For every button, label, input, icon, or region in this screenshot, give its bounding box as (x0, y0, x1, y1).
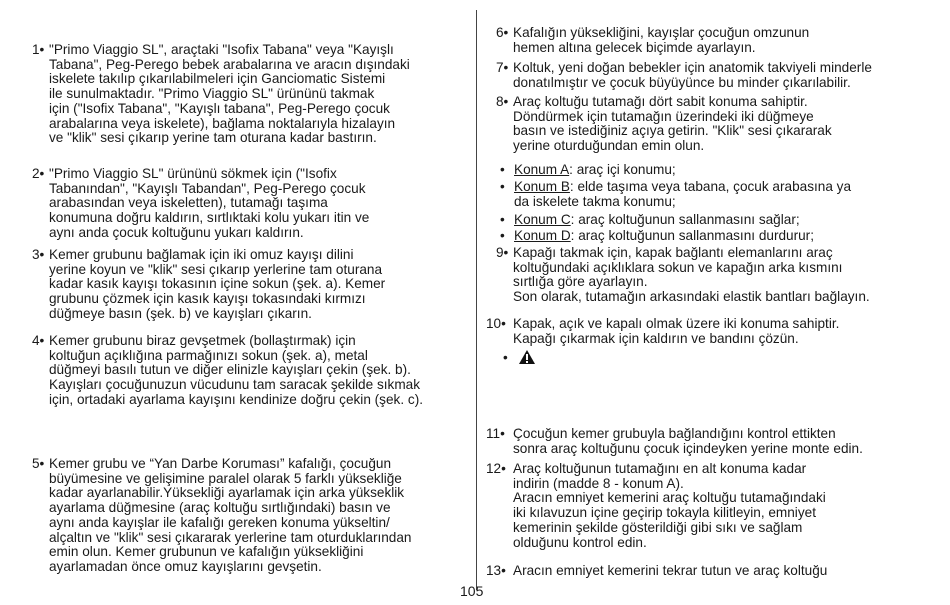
text-line: için ("Isofix Tabana", "Kayışlı tabana", Peg-Perego çocuk (49, 100, 390, 116)
text-line: Kapağı çıkarmak için kaldırın ve bandını çözün. (513, 330, 799, 346)
text-line: iskelete takılıp çıkarılabilmeleri için Ganciomatic Sistemi (49, 71, 386, 87)
text-line: Son olarak, tutamağın arkasındaki elastik bantları bağlayın. (513, 289, 870, 305)
text-line: alçaltın ve "klik" sesi çıkararak yerlerine tam oturduklarından (49, 529, 412, 545)
text-line: ve "klik" sesi çıkarıp yerine tam oturana kadar bastırın. (49, 130, 377, 146)
list-item-6 (496, 26, 809, 55)
position-c (500, 213, 800, 228)
position-text: : araç koltuğunun sallanmasını sağlar; (570, 212, 800, 227)
text-line: indirin (madde 8 - konum A). (513, 475, 684, 491)
column-divider (476, 10, 477, 590)
text-line: Kemer grubunu biraz gevşetmek (bollaştırmak) için (49, 333, 356, 348)
text-line: Aracın emniyet kemerini tekrar tutun ve araç koltuğu (513, 563, 828, 578)
text-line: Kafalığın yüksekliğini, kayışlar çocuğun omzunun (513, 25, 810, 40)
text-line: için, ortadaki ayarlama kayışını kendinize doğru çekin (şek. c). (49, 391, 423, 407)
text-line: olduğunu kontrol edin. (513, 534, 647, 550)
text-line: Kapağı takmak için, kapak bağlantı elemanlarını araç (513, 245, 833, 260)
list-item-8 (496, 95, 832, 154)
position-bullet: • (500, 212, 505, 227)
text-line: "Primo Viaggio SL" ürününü sökmek için ("Isofix (49, 166, 337, 181)
text-line: iki kılavuzun içine geçirip tokayla kilitleyin, emniyet (513, 505, 816, 521)
item-number: 9• (496, 245, 509, 260)
text-line: Aracın emniyet kemerini araç koltuğu tutamağındaki (513, 490, 826, 506)
item-number: 11• (486, 426, 505, 441)
position-label: Konum D (514, 228, 571, 243)
text-line: sırtlığa göre ayarlayın. (513, 274, 648, 290)
text-line: yerine oturduğundan emin olun. (513, 138, 705, 154)
item-number: 6• (496, 25, 509, 40)
item-number: 13• (486, 563, 506, 578)
text-line: yerine koyun ve "klik" sesi çıkarıp yerlerine tam oturana (49, 261, 383, 277)
warning-row (503, 349, 536, 369)
text-line: Kemer grubu ve “Yan Darbe Koruması” kafalığı, çocuğun (49, 456, 392, 471)
text-line: basın ve istediğiniz açıya getirin. "Klik" sesi çıkararak (513, 123, 832, 139)
text-line: "Primo Viaggio SL", araçtaki "Isofix Tabana" veya "Kayışlı (49, 42, 394, 57)
page-number: 105 (460, 583, 484, 599)
text-line: düğmeyi basılı tutun ve diğer elinizle kayışları çekin (şek. b). (49, 362, 411, 378)
text-line: emin olun. Kemer grubunun ve kafalığın yüksekliğini (49, 544, 364, 560)
text-line: donatılmıştır ve çocuk büyüyünce bu minder çıkarılabilir. (513, 74, 851, 90)
text-line: Kayışları çocuğunuzun vücudunu tam saracak şekilde sıkmak (49, 377, 420, 393)
text-line: Tabana", Peg-Perego bebek arabalarına ve aracın dışındaki (49, 56, 410, 72)
text-line: grubunu çözmek için kasık kayışı tokasındaki kırmızı (49, 291, 366, 307)
text-line: kadar ayarlanabilir.Yüksekliği ayarlamak için arka yükseklik (49, 485, 405, 501)
text-line: ayarlamadan önce omuz kayışlarını gevşetin. (49, 558, 322, 574)
text-line: büyümesine ve gelişimine paralel olarak 5 farklı yüksekliğe (49, 470, 402, 486)
text-line: koltuğundaki açıklıklara sokun ve kapağın arka kısmını (513, 259, 843, 275)
text-line: arabasından veya iskeletten), tutamağı taşıma (49, 195, 328, 211)
text-line: ile sunulmaktadır. "Primo Viaggio SL" ürününü takmak (49, 86, 375, 102)
text-line: konumuna doğru kaldırın, sırtlıktaki kolu yukarı itin ve (49, 210, 370, 226)
position-label: Konum B (514, 179, 570, 194)
text-line: kadar kasık kayışı tokasının içine sokun (şek. a). Kemer (49, 276, 386, 292)
list-item-10 (486, 317, 839, 346)
item-number: 3• (32, 247, 45, 262)
position-bullet: • (500, 162, 505, 177)
list-item-7 (496, 61, 872, 90)
position-a (500, 163, 676, 178)
text-line: Araç koltuğunun tutamağını en alt konuma kadar (513, 461, 807, 476)
list-item-12 (486, 462, 826, 550)
position-text: : elde taşıma veya tabana, çocuk arabasına ya (569, 179, 852, 194)
item-number: 4• (32, 333, 45, 348)
item-number: 1• (32, 42, 45, 57)
text-line: kemerinin şekilde gösterildiği gibi sıkı ve sağlam (513, 519, 803, 535)
list-item-5 (32, 457, 412, 575)
text-line: sonra araç koltuğunu çocuk içindeyken yerine monte edin. (513, 440, 863, 456)
item-number: 8• (496, 94, 509, 109)
text-line: Döndürmek için tutamağın üzerindeki iki düğmeye (513, 108, 814, 124)
position-text: : araç içi konumu; (569, 162, 676, 177)
text-line: Kemer grubunu bağlamak için iki omuz kayışı dilini (49, 247, 354, 262)
text-line: koltuğun açıklığına parmağınızı sokun (şek. a), metal (49, 347, 368, 363)
list-item-3 (32, 248, 385, 322)
position-bullet: • (500, 228, 505, 243)
item-number: 5• (32, 456, 45, 471)
list-item-4 (32, 334, 423, 408)
list-item-2 (32, 167, 369, 241)
text-line: arabalarına veya iskelete), bağlama noktalarıyla hizalayın (49, 115, 396, 131)
list-item-9 (496, 246, 870, 305)
text-line: Kapak, açık ve kapalı olmak üzere iki konuma sahiptir. (513, 316, 840, 331)
text-line: aynı anda çocuk koltuğunu yukarı kaldırın. (49, 224, 304, 240)
list-item-1 (32, 43, 410, 146)
text-line: aynı anda kayışlar ile kafalığı gereken konuma yükseltin/ (49, 514, 390, 530)
warning-triangle-icon (518, 349, 536, 369)
text-line: düğmeye basın (şek. b) ve kayışları çıkarın. (49, 305, 312, 321)
text-line: Tabanından", "Kayışlı Tabandan", Peg-Perego çocuk (49, 180, 366, 196)
text-line: Araç koltuğu tutamağı dört sabit konuma sahiptir. (513, 94, 808, 109)
item-number: 12• (486, 461, 506, 476)
position-label: Konum A (514, 162, 570, 177)
position-text: : araç koltuğunun sallanmasını durdurur; (570, 228, 814, 243)
item-number: 10• (486, 316, 506, 331)
position-b (500, 180, 851, 209)
position-d (500, 229, 814, 244)
position-bullet: • (500, 179, 505, 194)
item-number: 2• (32, 166, 45, 181)
text-line: ayarlama düğmesine (araç koltuğu sırtlığındaki) basın ve (49, 500, 391, 516)
text-line: Koltuk, yeni doğan bebekler için anatomik takviyeli minderle (513, 60, 872, 75)
list-item-13 (486, 564, 827, 579)
text-line: Çocuğun kemer grubuyla bağlandığını kontrol ettikten (513, 426, 836, 441)
list-item-11 (486, 427, 863, 456)
text-line: hemen altına gelecek biçimde ayarlayın. (513, 39, 756, 55)
position-label: Konum C (514, 212, 571, 227)
item-number: 7• (496, 60, 509, 75)
position-text-continued: da iskelete takma konumu; (514, 193, 676, 209)
warning-bullet: • (503, 350, 508, 365)
